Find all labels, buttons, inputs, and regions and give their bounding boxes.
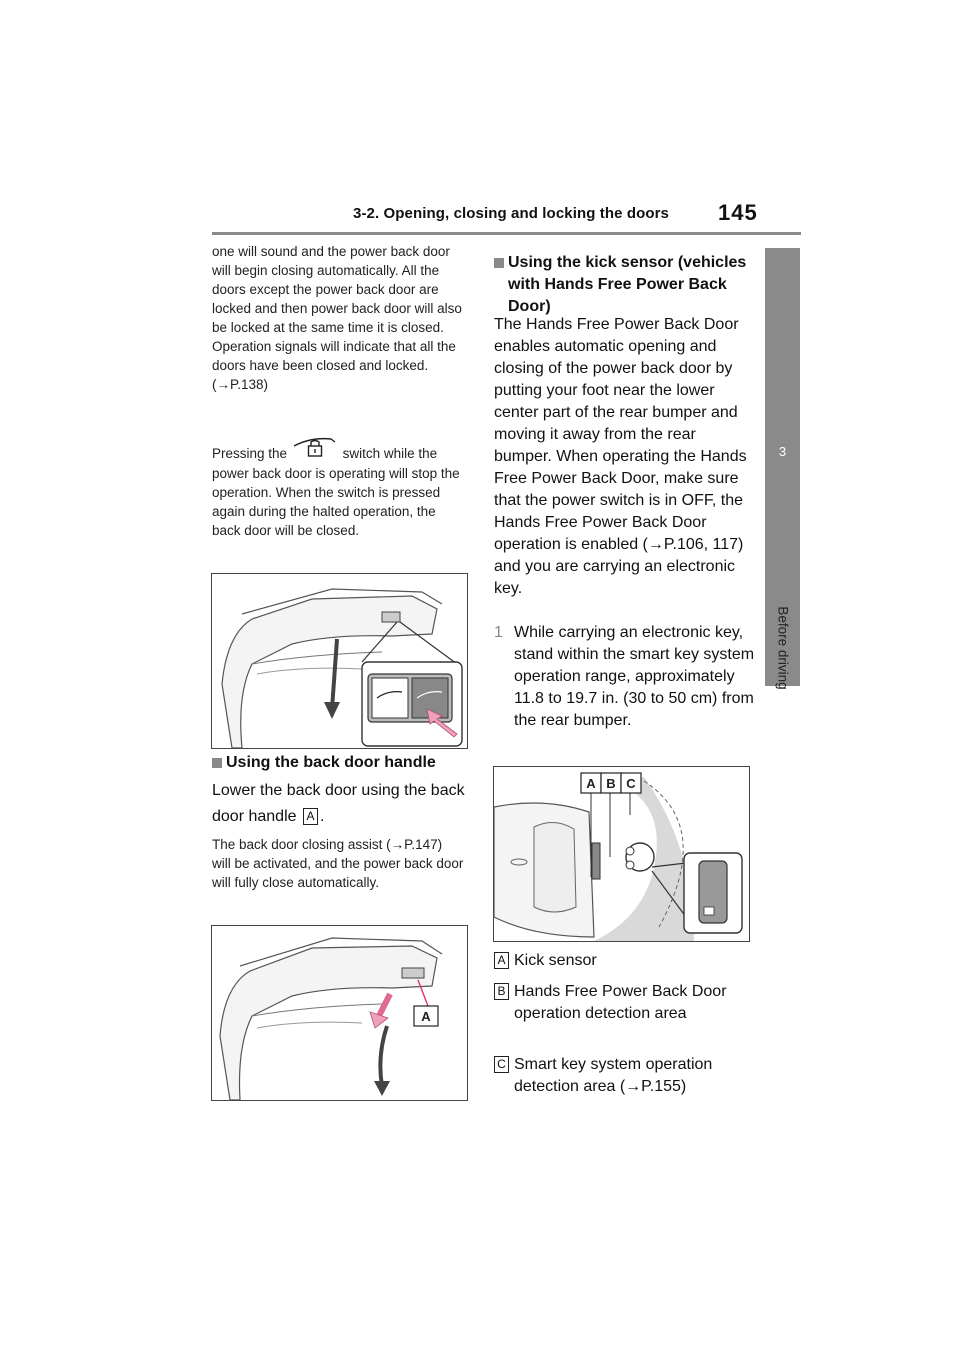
legend-label-b: B: [494, 983, 509, 1000]
legend-item-c: [494, 1054, 754, 1098]
step-text: While carrying an electronic key, stand within the smart key system operation range, approximately 11.8 to 19.7 in. (30 to 50 cm) from the rear bumper.: [514, 624, 755, 729]
handle-text-suffix: .: [319, 808, 325, 825]
heading-kick-sensor: [494, 252, 756, 318]
handle-note: [212, 835, 464, 892]
header-rule: [212, 232, 801, 235]
chapter-number: 3: [778, 444, 787, 459]
heading-back-door-handle-text: Using the back door handle: [226, 754, 436, 771]
heading-back-door-handle: [212, 752, 472, 774]
handle-note-text: The back door closing assist (→P.147) will be activated, and the power back door will fully close automatically.: [212, 837, 464, 890]
chapter-title-wrap: [768, 605, 798, 690]
section-title: 3-2. Opening, closing and locking the doors: [353, 205, 669, 222]
legend-item-a: [494, 950, 754, 972]
handle-text-prefix: Lower the back door using the back door handle: [212, 782, 465, 825]
kick-paragraph: [494, 314, 752, 600]
kick-sensor-illustration: [494, 767, 749, 941]
step-1: [494, 622, 756, 732]
handle-paragraph: [212, 778, 467, 830]
figure3-label-b: B: [606, 776, 616, 791]
legend-text-b: Hands Free Power Back Door operation detection area: [514, 983, 727, 1022]
heading-kick-sensor-text: Using the kick sensor (vehicles with Hands Free Power Back Door): [508, 254, 747, 315]
page-number: 145: [718, 200, 758, 225]
back-door-switch-figure: [211, 573, 468, 749]
label-a-badge: A: [303, 808, 318, 825]
kick-text: The Hands Free Power Back Door enables automatic opening and closing of the power back door by putting your foot near the lower center part of the rear bumper and moving it away from the rear bumper. When operating the Hands Free Power Back Door, make sure that the power switch is in OFF, the Hands Free Power Back Door operation is enabled (→P.106, 117) and you are carrying an electronic key.: [494, 316, 747, 597]
kick-sensor-figure: [493, 766, 750, 942]
intro-text: one will sound and the power back door will begin closing automatically. All the doors except the power back door are locked and then power back door will also be locked at the same time it is closed. Operation signals will indicate that all the doors have been closed and locked. (→P.138): [212, 244, 462, 392]
figure3-label-c: C: [626, 776, 636, 791]
legend-text-c: Smart key system operation detection area (→P.155): [514, 1056, 713, 1095]
back-door-handle-figure: [211, 925, 468, 1101]
legend-item-b: [494, 981, 754, 1025]
heading-square-icon: [494, 258, 504, 268]
switch-text-prefix: Pressing the: [212, 446, 288, 461]
chapter-title: Before driving: [775, 605, 791, 690]
back-door-handle-illustration: [212, 926, 467, 1100]
legend-label-a: A: [494, 952, 509, 969]
figure3-label-a: A: [586, 776, 596, 791]
step-number: 1: [494, 624, 503, 641]
figure2-label-a: A: [421, 1009, 431, 1024]
switch-text-suffix: switch while the power back door is operating will stop the operation. When the switch is pressed again during the halted operation, the back door will be closed.: [212, 446, 460, 538]
back-door-switch-illustration: [212, 574, 467, 748]
legend-label-c: C: [494, 1056, 509, 1073]
heading-square-icon: [212, 758, 222, 768]
intro-paragraph: [212, 242, 464, 394]
back-door-lock-switch-icon: [291, 436, 339, 464]
switch-paragraph: [212, 436, 464, 540]
legend-text-a: Kick sensor: [514, 952, 597, 969]
